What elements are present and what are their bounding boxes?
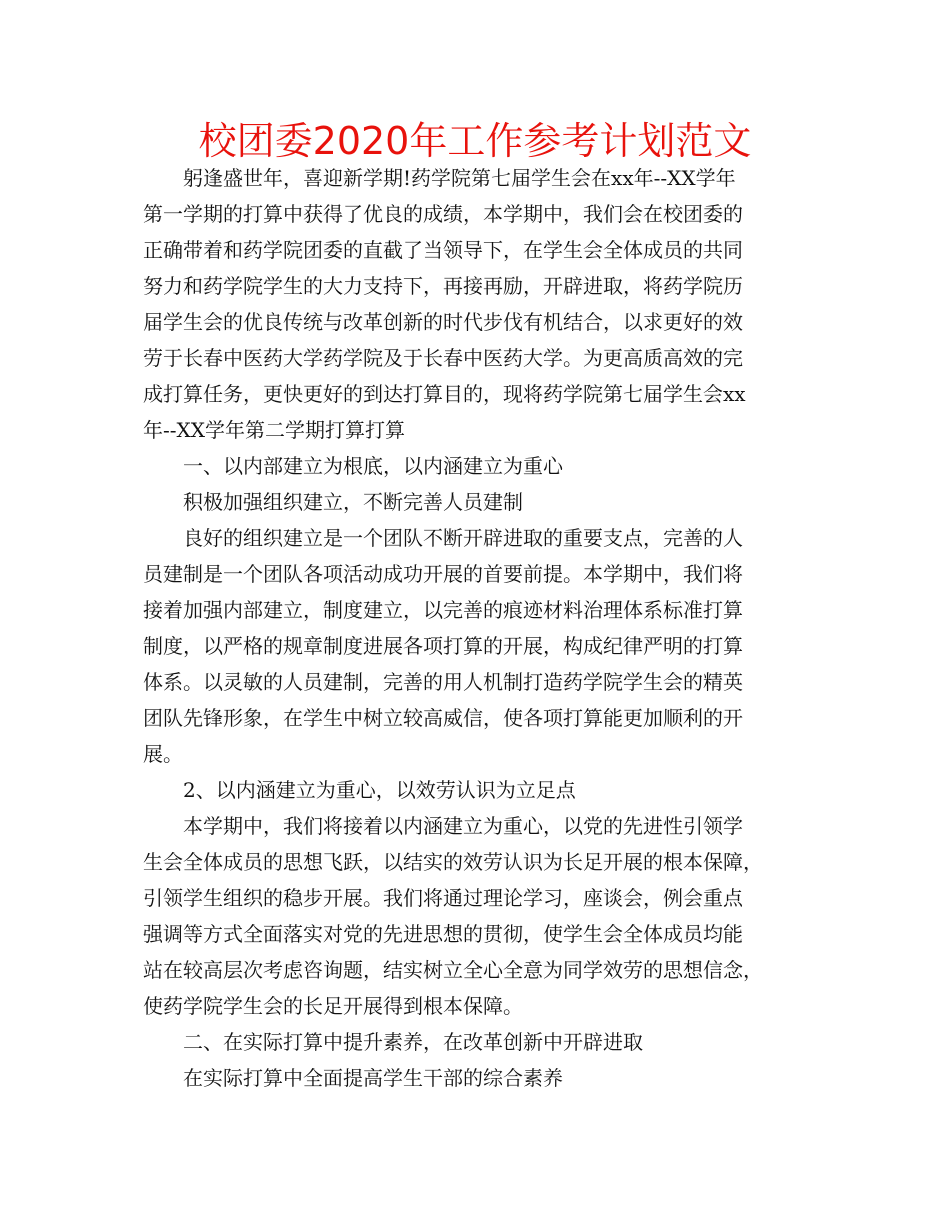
paragraph-line: 第一学期的打算中获得了优良的成绩，本学期中，我们会在校团委的 — [143, 202, 743, 226]
paragraph-line: 制度，以严格的规章制度进展各项打算的开展，构成纪律严明的打算 — [143, 634, 743, 658]
paragraph-line: 员建制是一个团队各项活动成功开展的首要前提。本学期中，我们将 — [143, 562, 743, 586]
paragraph-line: 劳于长春中医药大学药学院及于长春中医药大学。为更高质高效的完 — [143, 346, 743, 370]
document-body — [143, 160, 843, 1096]
subsection-heading: 在实际打算中全面提高学生干部的综合素养 — [183, 1066, 563, 1090]
subsection-heading: 2、以内涵建立为重心，以效劳认识为立足点 — [183, 778, 576, 802]
paragraph-line: 本学期中，我们将接着以内涵建立为重心，以党的先进性引领学 — [183, 814, 743, 838]
paragraph-line: 躬逢盛世年，喜迎新学期!药学院第七届学生会在xx年--XX学年 — [183, 166, 736, 190]
document-title: 校团委2020年工作参考计划范文 — [198, 119, 752, 163]
paragraph-line: 正确带着和药学院团委的直截了当领导下，在学生会全体成员的共同 — [143, 238, 743, 262]
paragraph-line: 努力和药学院学生的大力支持下，再接再励，开辟进取，将药学院历 — [143, 274, 743, 298]
paragraph-line: 强调等方式全面落实对党的先进思想的贯彻，使学生会全体成员均能 — [143, 922, 743, 946]
paragraph-line: 生会全体成员的思想飞跃，以结实的效劳认识为长足开展的根本保障， — [143, 850, 763, 874]
paragraph-line: 良好的组织建立是一个团队不断开辟进取的重要支点，完善的人 — [183, 526, 743, 550]
paragraph-line: 引领学生组织的稳步开展。我们将通过理论学习，座谈会，例会重点 — [143, 886, 743, 910]
section-heading: 二、在实际打算中提升素养，在改革创新中开辟进取 — [183, 1030, 643, 1054]
paragraph-line: 展。 — [143, 742, 183, 766]
paragraph-line: 届学生会的优良传统与改革创新的时代步伐有机结合，以求更好的效 — [143, 310, 743, 334]
subsection-heading: 积极加强组织建立，不断完善人员建制 — [183, 490, 523, 514]
paragraph-line: 成打算任务，更快更好的到达打算目的，现将药学院第七届学生会xx — [143, 382, 746, 406]
section-heading: 一、以内部建立为根底，以内涵建立为重心 — [183, 454, 563, 478]
paragraph-line: 使药学院学生会的长足开展得到根本保障。 — [143, 994, 523, 1018]
paragraph-line: 团队先锋形象，在学生中树立较高威信，使各项打算能更加顺利的开 — [143, 706, 743, 730]
paragraph-line: 年--XX学年第二学期打算打算 — [143, 418, 405, 442]
paragraph-line: 站在较高层次考虑咨询题，结实树立全心全意为同学效劳的思想信念， — [143, 958, 763, 982]
paragraph-line: 体系。以灵敏的人员建制，完善的用人机制打造药学院学生会的精英 — [143, 670, 743, 694]
paragraph-line: 接着加强内部建立，制度建立，以完善的痕迹材料治理体系标准打算 — [143, 598, 743, 622]
